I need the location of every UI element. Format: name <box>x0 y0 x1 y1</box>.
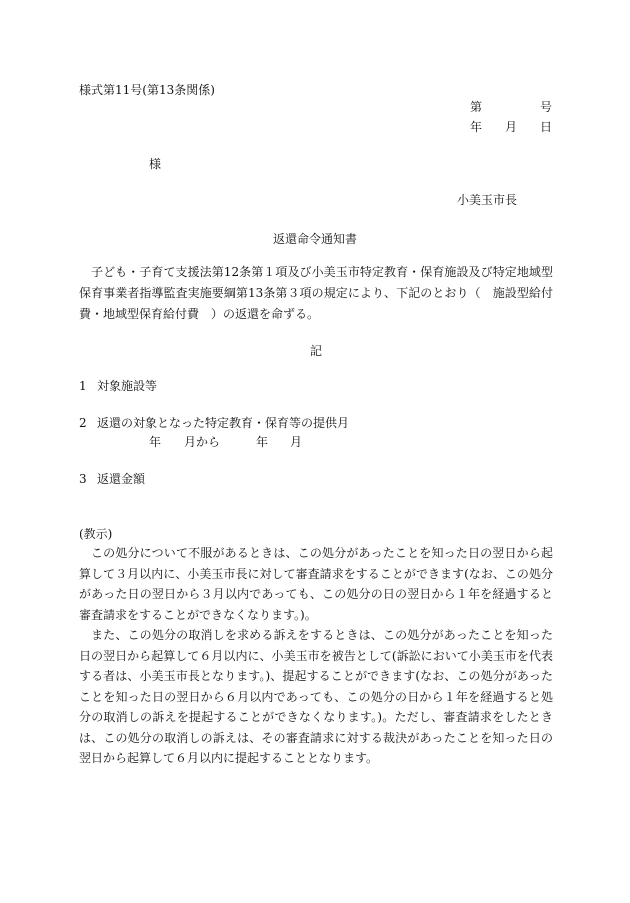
period-to-year: 年 <box>256 435 269 449</box>
item-2-label: 返還の対象となった特定教育・保育等の提供月 <box>97 416 350 430</box>
instruction-paragraph: また、この処分の取消しを求める訴えをするときは、この処分があったことを知った日の翌日から起算して６月以内に、小美玉市を被告として(訴訟において小美玉市を代表する者は、小美玉市長となります。)、提起することができます(なお、この処分があったことを知った日の翌日から６月以内であっても、この処分の日から１年を経過すると処分の取消しの訴えを提起することができなくなります。)。ただし、審査請求をしたときは、この処分の取消しの訴えは、その審査請求に対する裁決があったことを知った日の翌日から起算して６月以内に提起することとなります。 <box>79 628 553 765</box>
instruction-paragraph: この処分について不服があるときは、この処分があったことを知った日の翌日から起算して３月以内に、小美玉市長に対して審査請求をすることができます(なお、この処分があった日の翌日から３月以内であっても、この処分の日の翌日から１年を経過すると審査請求をすることができなくなります。)。 <box>79 546 553 622</box>
item-2-number: 2 <box>79 416 87 430</box>
addressee-honorific: 様 <box>149 157 162 171</box>
date-month: 月 <box>505 120 518 134</box>
item-3-number: 3 <box>79 472 87 486</box>
instruction-body <box>79 543 553 769</box>
item-3-label: 返還金額 <box>97 472 146 486</box>
date-year: 年 <box>470 120 483 134</box>
ki-heading: 記 <box>310 344 323 358</box>
doc-number-suffix: 号 <box>540 100 553 114</box>
item-1-label: 対象施設等 <box>97 379 158 393</box>
body-paragraph <box>79 262 553 325</box>
period-from-month: 月から <box>184 435 221 449</box>
body-text: 子ども・子育て支援法第12条第１項及び小美玉市特定教育・保育施設及び特定地域型保育事業者指導監査実施要綱第13条第３項の規定により、下記のとおり（ 施設型給付費・地域型保育給付費 ）の返還を命ずる。 <box>79 265 553 321</box>
date-day: 日 <box>540 120 553 134</box>
document-title: 返還命令通知書 <box>273 232 358 246</box>
form-number: 様式第11号(第13条関係) <box>79 83 215 97</box>
doc-number-prefix: 第 <box>470 100 483 114</box>
period-to-month: 月 <box>290 435 303 449</box>
period-from-year: 年 <box>149 435 162 449</box>
item-1-number: 1 <box>79 379 87 393</box>
instruction-heading: (教示) <box>79 527 113 541</box>
issuer-name: 小美玉市長 <box>457 193 518 207</box>
